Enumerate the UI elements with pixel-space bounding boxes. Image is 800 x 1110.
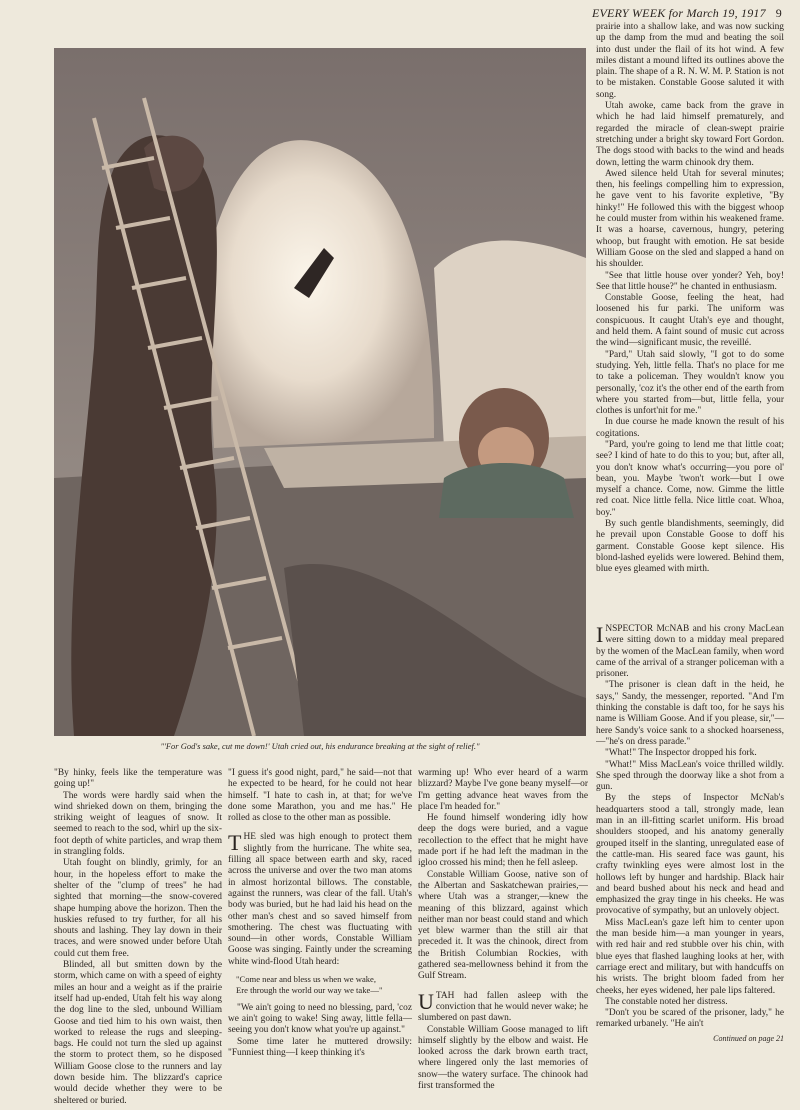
paragraph: "We ain't going to need no blessing, pard, 'coz we ain't going to wake! Sing away, little fella—seeing you don't know what you're up against." [228,1002,412,1036]
paragraph: The words were hardly said when the wind shrieked down on them, bringing the striking weight of leagues of snow. It seemed to reach to the sod, whirl up the six-foot depth of white particles, and wrap them in strangling folds. [54,790,222,858]
paragraph: warming up! Who ever heard of a warm blizzard? Maybe I've gone beany myself—or I'm getting advance heat waves from the place I'm headed for." [418,768,588,812]
paragraph: "The prisoner is clean daft in the heid, he says," Sandy, the messenger, reported. "And I'm thinking the constable is daft too, for he says his name is William Goose. And if you please, sir,"—here Sandy's voice sank to a shocked hoarseness,—"he's on dress parade." [596,680,784,747]
paragraph: "By hinky, feels like the temperature was going up!" [54,768,222,790]
paragraph: Blinded, all but smitten down by the storm, which came on with a speed of eighty miles an hour and a weight as if the prairie itself had up-ended, Utah felt his way along the dog line to the sled, unbound William Goose and tied him to his own waist, then worked to release the rugs and sleeping-bags. He could not turn the sled up against the storm to protect them, so he disposed William Goose close to the runners and lay down beside him. The blizzard's caprice would decide whether they were to be sheltered or buried. [54,960,222,1104]
paragraph-text: TAH had fallen asleep with the conviction that he would never wake; he slumbered on past dawn. [418,990,588,1024]
verse-line: "Come near and bless us when we wake, [236,974,377,985]
paragraph: "Pard, you're going to lend me that little coat; see? I kind of hate to do this to you; but, after all, you don't know what's occurring—you pore ol' bean, you. Maybe 'twon't work—but I owe myself a chance. Come, now. Gimme the little red coat. Nice little fella. Nice little coat. Whoa, boy." [596,439,784,518]
paragraph: By such gentle blandishments, seemingly, did he prevail upon Constable Goose to doff his garment. Constable Goose kept silence. His blond-lashed eyelids were lowered. Behind them, blue eyes gleamed with mirth. [596,519,784,575]
illustration-painting [54,48,586,736]
paragraph: The constable noted her distress. [605,996,728,1007]
paragraph: "Pard," Utah said slowly, "I got to do some studying. Yeh, little fella. That's no place for me to take a policeman. They wouldn't know you personally, 'coz it's the other end of the earth from where you started from—but, little fella, your clothes is unfort'nit for me." [596,349,784,417]
paragraph: Constable William Goose, native son of the Albertan and Saskatchewan prairies,—where Utah was a stranger,—knew the meaning of this blizzard, against which neither man nor beast could stand and which yet blew warmer than the still air that preceded it. It was the chinook, direct from the British Columbian Rockies, with gathered sea-mellowness behind it from the Gulf Stream. [418,869,588,982]
story-column-right-top [596,22,784,610]
drop-cap: T [228,830,242,856]
paragraph: He found himself wondering idly how deep the dogs were buried, and a vague recollection to the effect that he might have made port if he had left the madman in the igloo crossed his mind; then he fell asleep. [418,813,588,869]
paragraph: Miss MacLean's gaze left him to center upon the man beside him—a man younger in years, with red hair and red stubble over his chin, with blue eyes that flashed laughing looks at her, with carriage erect and military, but with handcuffs on his wrists. The bright bloom faded from her cheeks, her eyes widened, her pale lips faltered. [596,917,784,996]
story-illustration [54,48,586,736]
running-title: EVERY WEEK for March 19, 1917 [592,6,766,20]
paragraph: Constable Goose, feeling the heat, had loosened his fur parki. The uniform was conspicuous. It caught Utah's eye and thought, and held them. A faint sound of music cut across the wind—significant music, the reveillé. [596,293,784,349]
running-header [520,6,782,21]
paragraph-text: and his crony MacLean were sitting down to a midday meal prepared by the women of the MacLean family, when word came of the arrival of a stranger policeman with a prisoner. [596,624,784,680]
drop-cap: U [418,988,434,1014]
section-paragraph [596,624,784,680]
paragraph: prairie into a shallow lake, and was now sucking up the damp from the mud and beating the soil into dust under the flail of its hot wind. A few miles distant a mound lifted its outlines above the plain. The shape of a R. N. W. M. P. Station is not to be mistaken. Constable Goose saluted it with song. [596,22,784,100]
continued-note: Continued on page 21 [713,1033,784,1043]
paragraph: By the steps of Inspector McNab's headquarters stood a tall, strongly made, lean man in an ill-fitting scarlet uniform. His broad shoulders stooped, and his anatomy generally grouped itself in the slanting, unregulated ease of the cattle-man. His seared face was gaunt, his crafty twinkling eyes were almost lost in the hollows left by hunger and hardship. Black hair and beard bushed about his neck and head and emphasized the gray tinge in his cheeks. He was provocative of sympathy, but an unlovely object. [596,793,784,917]
story-column-2 [228,768,412,1104]
section-paragraph [418,988,588,1025]
drop-cap: I [596,624,604,647]
paragraph: Some time later he muttered drowsily: "Funniest thing—I keep thinking it's [228,1036,412,1058]
story-column-3 [418,768,588,1104]
paragraph: Utah fought on blindly, grimly, for an hour, in the hopeless effort to make the shelter of the "clump of trees" he had sighted that morning—the snow-covered shape humping above the horizon. Then the huskies refused to try further, for all his shouts and lashing. They lay down in their traces, and were snowed under before Utah could cut them free. [54,858,222,959]
verse-line: Ere through the world our way we take—" [236,985,383,996]
story-column-1 [54,768,222,1104]
page-number: 9 [775,6,782,20]
section-paragraph [228,832,412,968]
paragraph: "I guess it's good night, pard," he said—not that he expected to be heard, for he could not hear himself. "I hate to cash in, at that; for we've done some Marathon, you and me has." He rolled as close to the other man as possible. [228,768,412,824]
illustration-caption: "'For God's sake, cut me down!' Utah cried out, his endurance breaking at the sight of relief." [160,741,480,751]
paragraph: Awed silence held Utah for several minutes; then, his feelings compelling him to expression, he gave vent to his favorite expletive, "By hinky!" He followed this with the biggest whoop he could muster from within his weakened frame. It was a hoarse, cavernous, hungry, petering whoop, but fraught with emotion. He sat beside William Goose on the sled and slapped a hand on his shoulder. [596,168,784,270]
paragraph: In due course he made known the result of his cogitations. [596,417,784,439]
paragraph: "What!" The Inspector dropped his fork. [605,748,757,759]
lead-in: NSPECTOR McNAB [605,624,690,634]
hymn-verse [236,974,412,997]
paragraph: Constable William Goose managed to lift himself slightly by the elbow and waist. He looked across the dark brown earth tract, where lingered only the last memories of snow—the watery surface. The chinook had first transformed the [418,1024,588,1092]
paragraph-text: HE sled was high enough to protect them slightly from the hurricane. The white sea, filling all space between earth and sky, raced across the universe and over the two man atoms in almost horizontal billows. The constable, against the runners, was clear of the fall. Utah's body was buried, but he had laid his head on the other man's chest and so saved himself from smothering. The chest was fluctuating with sound—in other words, Constable William Goose was singing. Faintly under the screaming white wind-flood Utah heard: [228,832,412,967]
paragraph: "Don't you be scared of the prisoner, lady," he remarked urbanely. "He ain't [596,1008,784,1030]
paragraph: "What!" Miss MacLean's voice thrilled wildly. She sped through the doorway like a shot from a gun. [596,759,784,793]
story-column-right-bottom [596,624,784,1106]
paragraph: Utah awoke, came back from the grave in which he had laid himself prematurely, and regarded the miracle of clean-swept prairie stretching under a bright sky toward Fort Gordon. The dogs stood with backs to the wind and heads down, letting the warm chinook dry them. [596,101,784,168]
paragraph: "See that little house over yonder? Yeh, boy! See that little house?" he chanted in enthusiasm. [596,270,784,292]
